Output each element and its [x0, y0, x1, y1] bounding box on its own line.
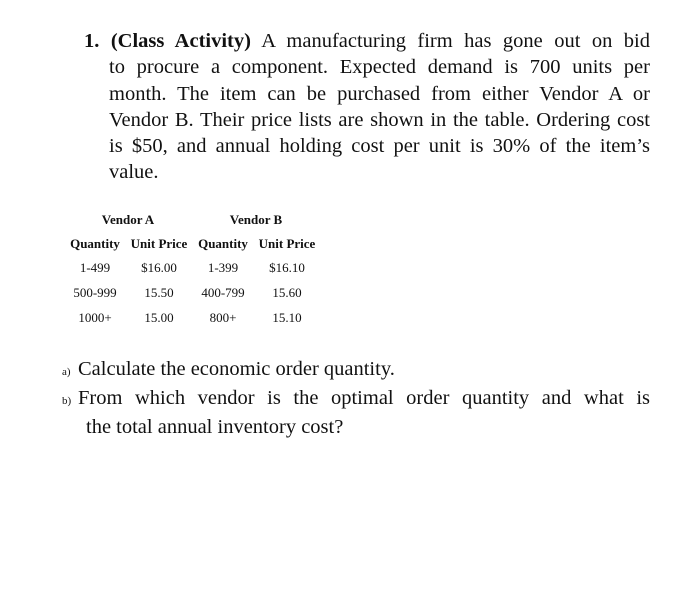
table-cell: $16.10 [269, 259, 305, 275]
table-cell: 15.10 [272, 309, 302, 325]
vendor-a-heading: Vendor A [101, 212, 155, 227]
table-cell: 1000+ [78, 309, 112, 325]
table-cell: 400-799 [201, 284, 245, 300]
problem-body: to procure a component. Expected demand is 700 units per month. The item can be purchased from either Vendor A or Vendor B. Their price lists are shown in the table. Ordering cost is $50, and annual holding cost per unit is 30% of the item’s value. [109, 56, 650, 184]
column-header: Quantity [198, 236, 248, 251]
column-header: Unit Price [258, 236, 316, 251]
question-a-label: a) [62, 366, 71, 378]
problem-intro: A manufacturing firm has gone out on bid [261, 30, 650, 52]
question-b-text: From which vendor is the optimal order quantity and what is [78, 387, 650, 409]
column-header-row [64, 233, 320, 255]
table-cell: 15.50 [144, 284, 174, 300]
problem-first-line [84, 28, 650, 54]
problem-number: 1. [84, 30, 100, 52]
table-row [64, 305, 320, 330]
question-list [62, 356, 650, 440]
table-cell: 1-399 [207, 259, 239, 275]
question-b-continuation: the total annual inventory cost? [86, 416, 344, 438]
table-row [64, 280, 320, 305]
vendor-b-heading: Vendor B [229, 212, 283, 227]
table-row [64, 255, 320, 280]
question-a [62, 356, 650, 385]
problem-tag: (Class Activity) [110, 30, 251, 52]
table-cell: 800+ [209, 309, 237, 325]
table-cell: 15.00 [144, 309, 174, 325]
question-a-text: Calculate the economic order quantity. [78, 358, 395, 380]
table-cell: 1-499 [79, 259, 111, 275]
question-b [62, 385, 650, 414]
vendor-price-table [64, 207, 320, 330]
table-cell: 500-999 [73, 284, 117, 300]
question-b-label: b) [62, 395, 72, 407]
table-cell: 15.60 [272, 284, 302, 300]
vendor-header-row [64, 207, 320, 233]
column-header: Unit Price [130, 236, 188, 251]
problem-statement [84, 28, 650, 186]
column-header: Quantity [70, 236, 120, 251]
table-cell: $16.00 [141, 259, 177, 275]
